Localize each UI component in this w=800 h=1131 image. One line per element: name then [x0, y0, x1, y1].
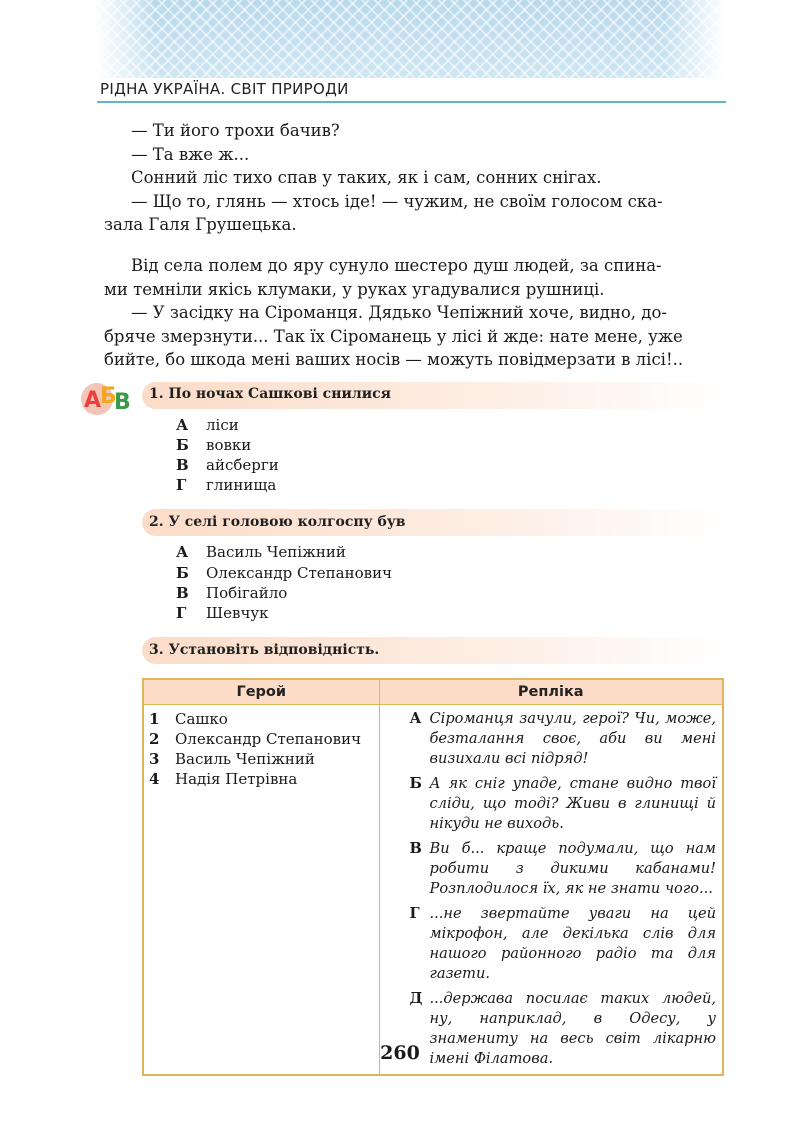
replies-cell [379, 705, 723, 1076]
paragraph-block [104, 254, 727, 372]
answer-option[interactable] [176, 542, 346, 562]
answer-option[interactable] [176, 435, 251, 455]
reply-text: Сіроманця зачули, герої? Чи, може, безталання своє, аби ви мені визихали всі підряд! [429, 710, 716, 767]
hero-row[interactable] [144, 729, 379, 749]
hero-number: 3 [149, 750, 160, 768]
hero-name: Василь Чепіжний [175, 750, 315, 768]
reply-letter: В [409, 840, 422, 857]
option-text: вовки [206, 436, 252, 454]
section-header: РІДНА УКРАЇНА. СВІТ ПРИРОДИ [100, 80, 349, 98]
reply-text: ...не звертайте уваги на цей мікрофон, але декілька слів для нашого районного радіо та для газети. [429, 905, 716, 982]
hero-number: 4 [149, 770, 160, 788]
hero-row[interactable] [144, 769, 379, 789]
option-text: Шевчук [206, 604, 269, 622]
prose-line: бряче змерзнути... Так їх Сіроманець у лісі й жде: нате мене, уже [104, 326, 683, 346]
prose-line: Сонний ліс тихо спав у таких, як і сам, сонних снігах. [131, 168, 602, 187]
option-letter: Г [176, 476, 187, 494]
reply-letter: Г [409, 905, 420, 922]
prose-line: — У засідку на Сіроманця. Дядько Чепіжний хоче, видно, до- [131, 303, 667, 322]
reply-letter: Б [409, 775, 422, 792]
abv-letter-a: А [84, 388, 102, 413]
abv-test-icon [80, 379, 134, 419]
prose-line: ми темніли якісь клумаки, у руках угадувалися рушниці. [104, 279, 605, 299]
reply-row[interactable] [380, 709, 723, 769]
prose-line: — Ти його трохи бачив? [131, 121, 340, 140]
abv-letter-b: Б [100, 384, 117, 409]
option-letter: В [176, 456, 189, 474]
option-letter: Б [176, 564, 189, 582]
matching-table [142, 678, 724, 1076]
option-letter: Г [176, 604, 187, 622]
column-header-reply: Репліка [379, 679, 723, 705]
prose-line: — Що то, глянь — хтось іде! — чужим, не своїм голосом ска- [131, 191, 663, 211]
answer-option[interactable] [176, 455, 279, 475]
question-title: 1. По ночах Сашкові снилися [149, 386, 391, 402]
heroes-cell [143, 705, 379, 1076]
option-text: Василь Чепіжний [206, 543, 346, 561]
option-text: айсберги [206, 456, 279, 474]
option-letter: В [176, 584, 189, 602]
hero-number: 2 [149, 730, 160, 748]
reply-letter: А [409, 710, 422, 727]
question-title: 3. Установіть відповідність. [149, 642, 380, 658]
prose-line: Від села полем до яру сунуло шестеро душ людей, за спина- [131, 256, 662, 275]
answer-option[interactable] [176, 583, 287, 603]
hero-row[interactable] [144, 749, 379, 769]
prose-line: — Та вже ж... [131, 144, 250, 164]
option-text: ліси [206, 416, 239, 434]
hero-name: Сашко [175, 710, 228, 728]
answer-option[interactable] [176, 415, 239, 435]
ornament-banner [95, 0, 725, 78]
reply-text: А як сніг упаде, стане видно твої сліди, що тоді? Живи в глинищі й нікуди не виходь. [429, 775, 716, 832]
option-letter: А [176, 416, 189, 434]
hero-name: Надія Петрівна [175, 770, 298, 788]
column-header-hero: Герой [143, 679, 379, 705]
reply-text: ...держава посилає таких людей, ну, наприклад, в Одесу, у знамениту на весь світ лікарню імені Філатова. [429, 990, 716, 1067]
prose-line: зала Галя Грушецька. [104, 215, 297, 234]
reply-letter: Д [409, 990, 423, 1007]
question-title: 2. У селі головою колгоспу був [149, 514, 406, 530]
header-rule [97, 101, 726, 103]
option-letter: А [176, 543, 189, 561]
answer-option[interactable] [176, 603, 269, 623]
option-letter: Б [176, 436, 189, 454]
reply-row[interactable] [380, 774, 723, 834]
answer-option[interactable] [176, 563, 392, 583]
reply-row[interactable] [380, 904, 723, 984]
page-number: 260 [380, 1042, 420, 1064]
abv-letter-v: В [114, 390, 131, 415]
option-text: Олександр Степанович [206, 564, 393, 582]
reply-text: Ви б... краще подумали, що нам робити з дикими кабанами! Розплодилося їх, як не знати чого... [429, 840, 716, 897]
answer-option[interactable] [176, 475, 276, 495]
hero-number: 1 [149, 710, 160, 728]
prose-line: бийте, бо шкода мені ваших носів — можуть повідмерзати в лісі!.. [104, 350, 684, 369]
option-text: Побігайло [206, 584, 288, 602]
hero-name: Олександр Степанович [175, 730, 362, 748]
reply-row[interactable] [380, 839, 723, 899]
hero-row[interactable] [144, 709, 379, 729]
dialogue-block [104, 119, 727, 237]
option-text: глинища [206, 476, 277, 494]
